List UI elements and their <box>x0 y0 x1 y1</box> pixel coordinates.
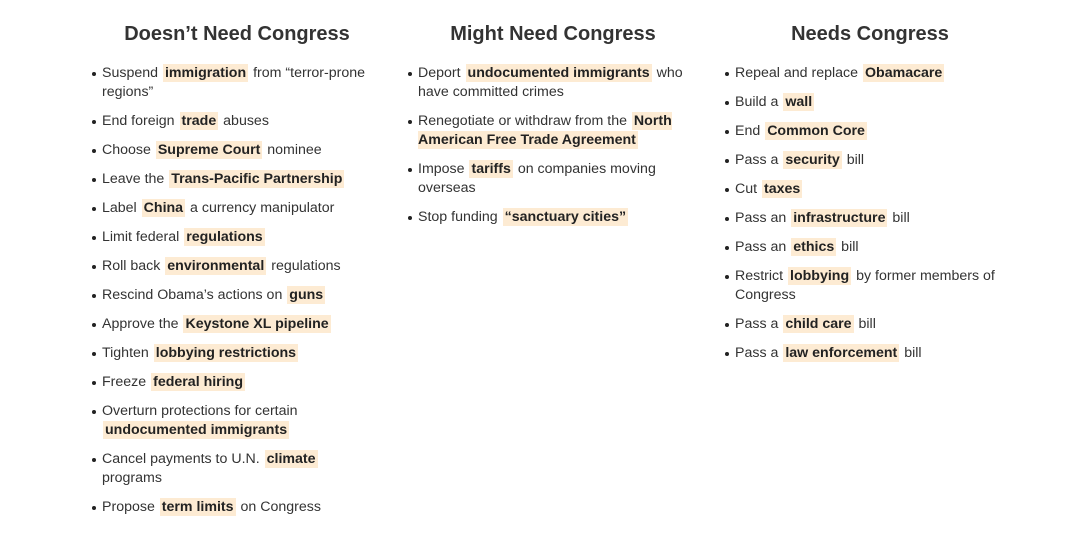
item-text: a currency manipulator <box>186 200 335 216</box>
item-highlight: infrastructure <box>793 210 886 226</box>
item-highlight: Keystone XL pipeline <box>185 316 329 332</box>
list-item <box>92 112 382 131</box>
item-text: on Congress <box>236 499 321 515</box>
item-text: Stop funding <box>418 209 502 225</box>
item-text: Impose <box>418 161 469 177</box>
item-text: Rescind Obama’s actions on <box>102 287 287 303</box>
item-text: abuses <box>219 113 269 129</box>
item-list <box>92 64 382 527</box>
list-item <box>92 170 382 189</box>
item-text: by former members of Congress <box>735 268 995 303</box>
list-item <box>725 267 1015 305</box>
item-text: Roll back <box>102 258 165 274</box>
list-item <box>408 64 698 102</box>
item-highlight: Obamacare <box>865 65 943 81</box>
item-highlight: security <box>785 152 840 168</box>
item-text: Label <box>102 200 141 216</box>
list-item <box>92 228 382 247</box>
list-item <box>92 286 382 305</box>
item-highlight: regulations <box>186 229 263 245</box>
item-highlight: guns <box>289 287 324 303</box>
item-highlight: law enforcement <box>785 345 898 361</box>
column-title: Needs Congress <box>791 23 949 45</box>
item-text: Pass an <box>735 210 791 226</box>
item-text: Cut <box>735 181 762 197</box>
list-item <box>92 315 382 334</box>
item-highlight: immigration <box>164 65 247 81</box>
item-highlight: undocumented immigrants <box>467 65 650 81</box>
item-highlight: North American Free Trade Agreement <box>418 113 672 148</box>
item-text: End foreign <box>102 113 179 129</box>
item-highlight: climate <box>266 451 316 467</box>
item-highlight: tariffs <box>471 161 511 177</box>
list-item <box>725 315 1015 334</box>
list-item <box>725 93 1015 112</box>
item-highlight: lobbying restrictions <box>155 345 297 361</box>
item-list <box>408 64 698 237</box>
column-doesnt-need-congress <box>92 20 382 515</box>
list-item <box>725 209 1015 228</box>
item-text: Limit federal <box>102 229 184 245</box>
column-needs-congress <box>725 20 1015 361</box>
item-text: bill <box>837 239 859 255</box>
list-item <box>92 373 382 392</box>
item-highlight: environmental <box>167 258 265 274</box>
list-item <box>92 64 382 102</box>
item-highlight: taxes <box>764 181 801 197</box>
item-highlight: Supreme Court <box>157 142 261 158</box>
column-title: Doesn’t Need Congress <box>124 23 350 45</box>
item-text: Freeze <box>102 374 151 390</box>
item-text: programs <box>102 470 162 486</box>
item-highlight: term limits <box>161 499 234 515</box>
list-item <box>408 208 698 227</box>
item-text: Renegotiate or withdraw from the <box>418 113 631 129</box>
item-text: regulations <box>267 258 341 274</box>
list-item <box>92 257 382 276</box>
item-text: Choose <box>102 142 155 158</box>
list-item <box>92 450 382 488</box>
list-item <box>92 498 382 517</box>
item-highlight: China <box>143 200 184 216</box>
item-text: Pass an <box>735 239 791 255</box>
item-text: Pass a <box>735 316 783 332</box>
item-text: bill <box>842 152 865 168</box>
item-text: Deport <box>418 65 465 81</box>
list-item <box>725 151 1015 170</box>
list-item <box>725 64 1015 83</box>
item-text: Cancel payments to U.N. <box>102 451 264 467</box>
item-text: nominee <box>263 142 322 158</box>
item-text: Overturn protections for certain <box>102 403 298 419</box>
list-item <box>92 344 382 363</box>
list-item <box>408 112 698 150</box>
item-highlight: lobbying <box>790 268 850 284</box>
item-highlight: child care <box>785 316 852 332</box>
item-text: Pass a <box>735 152 783 168</box>
item-text: End <box>735 123 765 139</box>
item-highlight: ethics <box>793 239 835 255</box>
item-list <box>725 64 1015 373</box>
list-item <box>92 402 382 440</box>
item-highlight: trade <box>181 113 217 129</box>
item-highlight: undocumented immigrants <box>105 422 288 438</box>
item-text: bill <box>888 210 910 226</box>
item-highlight: Trans-Pacific Partnership <box>171 171 343 187</box>
item-text: Restrict <box>735 268 788 284</box>
item-text: bill <box>900 345 922 361</box>
list-item <box>725 180 1015 199</box>
item-highlight: wall <box>785 94 813 110</box>
item-highlight: federal hiring <box>153 374 243 390</box>
item-highlight: “sanctuary cities” <box>504 209 627 225</box>
item-text: Suspend <box>102 65 162 81</box>
list-item <box>725 122 1015 141</box>
column-title: Might Need Congress <box>450 23 656 45</box>
item-text: who have committed crimes <box>418 65 683 100</box>
list-item <box>408 160 698 198</box>
item-text: Propose <box>102 499 159 515</box>
list-item <box>725 238 1015 257</box>
list-item <box>92 141 382 160</box>
item-text: Approve the <box>102 316 183 332</box>
list-item <box>92 199 382 218</box>
column-might-need-congress <box>408 20 698 225</box>
item-text: Repeal and replace <box>735 65 862 81</box>
item-text: on companies moving overseas <box>418 161 656 196</box>
item-text: bill <box>854 316 876 332</box>
item-text: Tighten <box>102 345 153 361</box>
item-text: Leave the <box>102 171 169 187</box>
item-text: Pass a <box>735 345 783 361</box>
item-text: Build a <box>735 94 783 110</box>
list-item <box>725 344 1015 363</box>
item-text: from “terror-prone regions” <box>102 65 366 100</box>
item-highlight: Common Core <box>767 123 865 139</box>
